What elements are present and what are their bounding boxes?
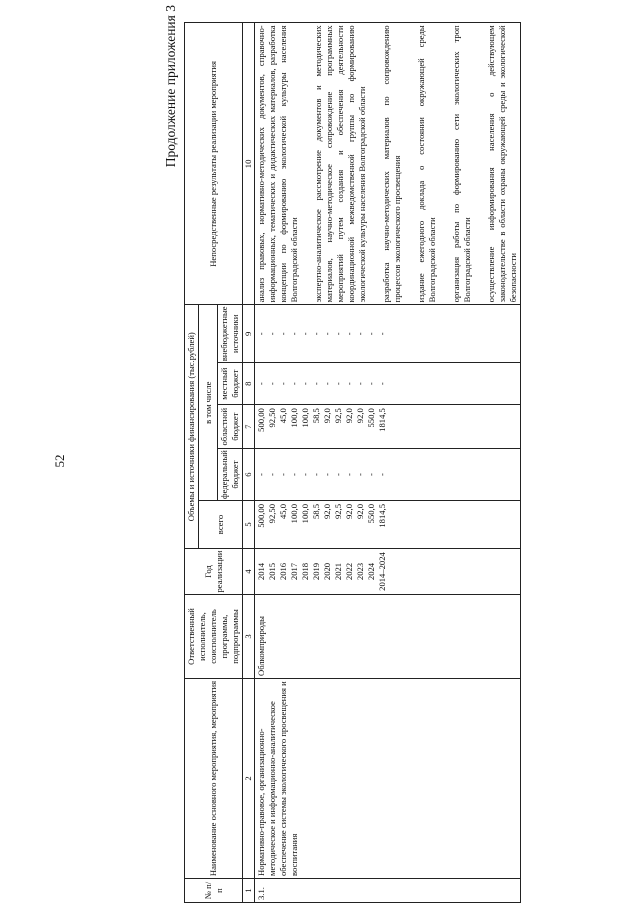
year-cell: 2015 [267, 562, 277, 581]
header-offbudget: внебюджетные источники [218, 305, 243, 363]
year-cell: 2017 [289, 562, 299, 581]
result-item: экспертно-аналитическое рассмотрение документов и методических материалов, научно-методическое сопровождение программных мероприятий путем создания и обеспечения деятельности координационной межведомственной группы по формированию экологической культуры населения Волгоградской области [313, 25, 367, 303]
regional-cell: 92,0 [322, 408, 332, 424]
offbudget-cell: - [344, 332, 354, 336]
regional-cell: 550,0 [366, 408, 376, 428]
total-cell: 58,5 [311, 504, 321, 520]
total-list [255, 501, 521, 549]
row-number: 3.1. [255, 879, 521, 903]
offbudget-cell: - [366, 332, 376, 336]
federal-cell: - [267, 473, 277, 477]
col-number: 8 [243, 363, 255, 405]
local-cell: - [278, 382, 288, 386]
rotated-page-content [163, 3, 518, 903]
year-cell: 2023 [355, 562, 365, 581]
year-cell: 2021 [333, 562, 343, 581]
total-cell: 100,0 [289, 504, 299, 524]
total-cell: 92,0 [355, 504, 365, 520]
header-federal: федеральный бюджет [218, 449, 243, 501]
local-cell: - [289, 382, 299, 386]
event-name: Нормативно-правовое, организационно-методическое и информационно-аналитическое обеспечение системы экологического просвещения и воспитания [255, 679, 521, 879]
federal-cell: - [333, 473, 343, 477]
header-results: Непосредственные результаты реализации мероприятия [185, 23, 243, 305]
local-cell: - [256, 382, 266, 386]
offbudget-cell: - [267, 332, 277, 336]
offbudget-cell: - [278, 332, 288, 336]
year-cell: 2016 [278, 562, 288, 581]
offbudget-cell: - [256, 332, 266, 336]
header-local: местный бюджет [218, 363, 243, 405]
local-cell: - [311, 382, 321, 386]
header-year: Год реализации [185, 549, 243, 595]
year-cell: 2019 [311, 562, 321, 581]
total-cell: 92,0 [322, 504, 332, 520]
total-cell: 550,0 [366, 504, 376, 524]
federal-cell: - [300, 473, 310, 477]
offbudget-cell: - [300, 332, 310, 336]
federal-cell: - [344, 473, 354, 477]
offbudget-cell: - [311, 332, 321, 336]
offbudget-cell: - [322, 332, 332, 336]
header-no: № п/п [185, 879, 243, 903]
local-cell: - [377, 382, 387, 386]
regional-cell: 500,00 [256, 408, 266, 432]
federal-cell: - [289, 473, 299, 477]
federal-list [255, 449, 521, 501]
col-number: 2 [243, 679, 255, 879]
program-table [184, 22, 521, 903]
year-cell: 2014–2024 [377, 552, 387, 591]
local-cell: - [322, 382, 332, 386]
regional-cell: 92,5 [333, 408, 343, 424]
header-funding: Объемы и источники финансирования (тыс.рублей) [185, 305, 199, 549]
header-total: всего [199, 501, 243, 549]
col-number: 10 [243, 23, 255, 305]
offbudget-cell: - [377, 332, 387, 336]
column-numbers-row [243, 23, 255, 903]
header-name: Наименование основного мероприятия, мероприятия [185, 679, 243, 879]
local-cell: - [333, 382, 343, 386]
result-item: анализ правовых, нормативно-методических документов, справочно-информационных, тематических и дидактических материалов, разработка концепции по формированию экологической культуры населения Волгоградской области [256, 25, 299, 303]
col-number: 7 [243, 405, 255, 449]
total-cell: 45,0 [278, 504, 288, 520]
col-number: 1 [243, 879, 255, 903]
col-number: 5 [243, 501, 255, 549]
regional-cell: 1814,5 [377, 408, 387, 432]
local-cell: - [300, 382, 310, 386]
total-cell: 1814,5 [377, 504, 387, 528]
federal-cell: - [278, 473, 288, 477]
page-number: 52 [52, 454, 67, 468]
col-number: 3 [243, 595, 255, 679]
annex-title: Продолжение приложения 3 [163, 5, 178, 168]
regional-cell: 58,5 [311, 408, 321, 424]
offbudget-list [255, 305, 521, 363]
col-number: 6 [243, 449, 255, 501]
local-cell: - [267, 382, 277, 386]
federal-cell: - [256, 473, 266, 477]
result-item: организация работы по формированию сети экологических троп Волгоградской области [451, 25, 472, 303]
federal-cell: - [355, 473, 365, 477]
total-cell: 92,50 [267, 504, 277, 524]
total-cell: 92,5 [333, 504, 343, 520]
federal-cell: - [311, 473, 321, 477]
header-including: в том числе [199, 305, 218, 501]
header-executor: Ответственный исполнитель, соисполнитель программы, подпрограммы [185, 595, 243, 679]
regional-cell: 92,0 [344, 408, 354, 424]
regional-cell: 92,0 [355, 408, 365, 424]
regional-cell: 100,0 [289, 408, 299, 428]
regional-cell: 45,0 [278, 408, 288, 424]
result-item: разработка научно-методических материалов по сопровождению процессов экологического просвещения [381, 25, 402, 303]
year-list [255, 549, 521, 595]
regional-list [255, 405, 521, 449]
result-item: издание ежегодного доклада о состоянии окружающей среды Волгоградской области [416, 25, 437, 303]
table-row [255, 23, 521, 903]
total-cell: 100,0 [300, 504, 310, 524]
federal-cell: - [366, 473, 376, 477]
year-cell: 2024 [366, 562, 376, 581]
year-cell: 2022 [344, 562, 354, 581]
regional-cell: 92,50 [267, 408, 277, 428]
total-cell: 92,0 [344, 504, 354, 520]
offbudget-cell: - [289, 332, 299, 336]
offbudget-cell: - [333, 332, 343, 336]
local-cell: - [344, 382, 354, 386]
year-cell: 2020 [322, 562, 332, 581]
local-cell: - [366, 382, 376, 386]
offbudget-cell: - [355, 332, 365, 336]
result-item: осуществление информирования населения о действующем законодательстве в области охраны окружающей среды и экологической безопасности [486, 25, 518, 303]
col-number: 4 [243, 549, 255, 595]
col-number: 9 [243, 305, 255, 363]
responsible-executor: Облкомприроды [255, 595, 521, 679]
year-cell: 2014 [256, 562, 266, 581]
results-list [255, 23, 521, 305]
regional-cell: 100,0 [300, 408, 310, 428]
federal-cell: - [377, 473, 387, 477]
local-list [255, 363, 521, 405]
year-cell: 2018 [300, 562, 310, 581]
header-row-1 [185, 23, 199, 903]
total-cell: 500,00 [256, 504, 266, 528]
header-regional: областной бюджет [218, 405, 243, 449]
local-cell: - [355, 382, 365, 386]
federal-cell: - [322, 473, 332, 477]
